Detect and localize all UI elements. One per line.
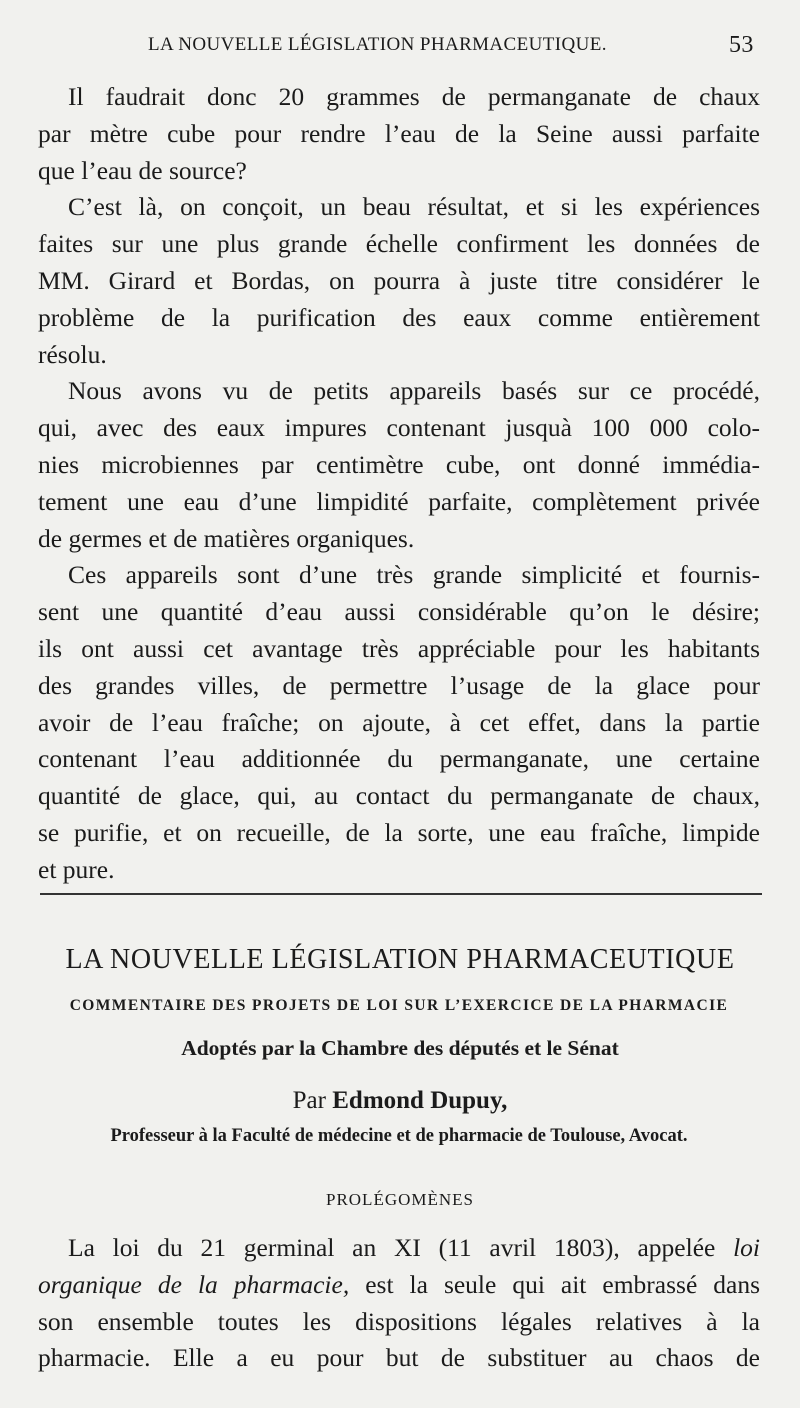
text-line: pharmacie. Elle a eu pour but de substituer au chaos de: [38, 1343, 760, 1373]
text-line: tement une eau d’une limpidité parfaite, complètement privée: [38, 486, 760, 516]
running-head: [0, 34, 800, 64]
article-adoption-note: Adoptés par la Chambre des députés et le Sénat: [181, 1036, 619, 1060]
text-line: [38, 1267, 760, 1304]
text-line: qui, avec des eaux impures contenant jusquà 100 000 colo-: [38, 413, 760, 443]
text-line: ils ont aussi cet avantage très appréciable pour les habitants: [38, 633, 760, 663]
text-line: Ces appareils sont d’une très grande simplicité et fournis-: [68, 560, 760, 590]
paragraph: [38, 189, 760, 373]
text-line: nies microbiennes par centimètre cube, ont donné immédia-: [38, 449, 760, 479]
text-line: sent une quantité d’eau aussi considérable qu’on le désire;: [38, 597, 760, 627]
page-number: 53: [729, 32, 754, 58]
author-name: Edmond Dupuy,: [332, 1087, 508, 1114]
text-line: Nous avons vu de petits appareils basés sur ce procédé,: [68, 376, 760, 406]
previous-article-text: [38, 79, 760, 889]
text-line: quantité de glace, qui, au contact du permanganate de chaux,: [38, 781, 760, 811]
text-line: par mètre cube pour rendre l’eau de la Seine aussi parfaite: [38, 118, 760, 148]
text-line: que l’eau de source?: [38, 155, 247, 185]
byline-prefix: Par: [292, 1087, 326, 1114]
text-line: se purifie, et on recueille, de la sorte, une eau fraîche, limpide: [38, 817, 760, 847]
text-run: est la seule qui ait embrassé dans: [365, 1269, 761, 1299]
italic-text: loi: [733, 1233, 761, 1262]
text-line: Il faudrait donc 20 grammes de permanganate de chaux: [68, 82, 760, 111]
text-line: C’est là, on conçoit, un beau résultat, et si les expériences: [68, 192, 760, 222]
author-affiliation: Professeur à la Faculté de médecine et de pharmacie de Toulouse, Avocat.: [110, 1126, 688, 1146]
text-line: faites sur une plus grande échelle confirment les données de: [38, 229, 760, 259]
paragraph: [38, 557, 760, 888]
article-subtitle: COMMENTAIRE DES PROJETS DE LOI SUR L’EXERCICE DE LA PHARMACIE: [69, 997, 729, 1014]
section-heading: PROLÉGOMÈNES: [325, 1190, 474, 1209]
text-run: La loi du 21 germinal an XI (11 avril 1803), appelée: [68, 1233, 716, 1262]
italic-text: organique de la pharmacie,: [38, 1269, 350, 1299]
text-line: contenant l’eau additionnée du permanganate, une certaine: [38, 744, 760, 774]
article-byline: [0, 1087, 800, 1115]
paragraph: [38, 79, 760, 189]
article-title: LA NOUVELLE LÉGISLATION PHARMACEUTIQUE: [65, 944, 735, 975]
text-line: avoir de l’eau fraîche; on ajoute, à cet effet, dans la partie: [38, 707, 760, 737]
text-line: son ensemble toutes les dispositions légales relatives à la: [38, 1306, 760, 1336]
text-line: et pure.: [38, 854, 115, 884]
text-line: [38, 1230, 760, 1267]
text-line: problème de la purification des eaux comme entièrement: [38, 302, 760, 332]
text-line: MM. Girard et Bordas, on pourra à juste titre considérer le: [38, 265, 760, 295]
text-line: résolu.: [38, 339, 107, 369]
text-line: des grandes villes, de permettre l’usage de la glace pour: [38, 670, 760, 700]
running-head-title: LA NOUVELLE LÉGISLATION PHARMACEUTIQUE.: [148, 34, 607, 55]
paragraph: [38, 373, 760, 557]
article-body-text: [38, 1230, 760, 1377]
section-divider: [40, 893, 762, 895]
text-line: de germes et de matières organiques.: [38, 523, 415, 553]
paragraph: [38, 1230, 760, 1377]
